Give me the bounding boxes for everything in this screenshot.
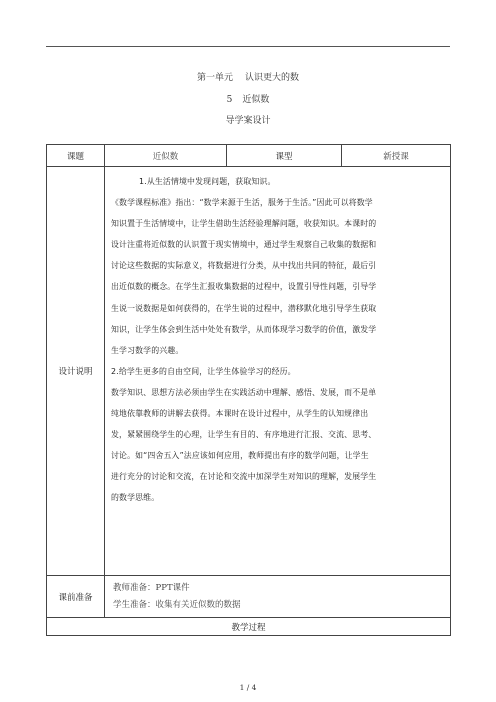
lesson-title: 近似数 bbox=[242, 95, 270, 105]
header-rule bbox=[46, 46, 450, 47]
prep-row bbox=[47, 576, 451, 618]
design-line: 《数学课程标准》指出：“数学来源于生活，服务于生活。”因此可以将数学 bbox=[111, 198, 373, 208]
design-line: 进行充分的讨论和交流，在讨论和交流中加深学生对知识的理解，发展学生 bbox=[111, 472, 377, 482]
student-prep: 学生准备：收集有关近似数的数据 bbox=[113, 599, 241, 610]
design-line: 知识，让学生体会到生活中处处有数学，从而体现学习数学的价值，激发学 bbox=[111, 324, 377, 334]
process-row bbox=[47, 618, 451, 636]
prep-label: 课前准备 bbox=[47, 576, 105, 618]
type-value: 新授课 bbox=[342, 145, 451, 167]
design-line: 数学知识、思想方法必须由学生在实践活动中理解、感悟、发展，而不是单 bbox=[111, 387, 377, 397]
unit-title: 认识更大的数 bbox=[245, 73, 300, 83]
type-label: 课型 bbox=[227, 145, 342, 167]
lesson-number: 5 bbox=[226, 95, 233, 105]
design-line: 的数学思维。 bbox=[111, 493, 160, 503]
design-text bbox=[105, 167, 451, 576]
design-line: 知识置于生活情境中，让学生借助生活经验理解问题，收获知识。本课时的 bbox=[111, 219, 377, 229]
topic-row bbox=[47, 145, 451, 167]
lesson-plan-table bbox=[46, 144, 451, 636]
topic-value: 近似数 bbox=[105, 145, 227, 167]
design-line: 生学习数学的兴趣。 bbox=[111, 345, 184, 355]
process-heading: 教学过程 bbox=[47, 618, 451, 636]
unit-heading bbox=[0, 70, 496, 83]
design-line: 设计注重将近似数的认识置于现实情境中，通过学生观察自己收集的数据和 bbox=[111, 240, 377, 250]
design-line: 讨论。如“四舍五入”法应该如何应用，教师提出有序的数学问题，让学生 bbox=[111, 451, 369, 461]
unit-label: 第一单元 bbox=[196, 73, 233, 83]
design-label: 设计说明 bbox=[47, 167, 105, 576]
design-line: 2.给学生更多的自由空间，让学生体验学习的经历。 bbox=[111, 366, 296, 376]
design-line: 发，紧紧围绕学生的心理，让学生有目的、有序地进行汇报、交流、思考、 bbox=[111, 430, 377, 440]
page-number: 1 / 4 bbox=[239, 683, 257, 692]
topic-label: 课题 bbox=[47, 145, 105, 167]
design-line: 出近似数的概念。在学生汇报收集数据的过程中，设置引导性问题，引导学 bbox=[111, 282, 377, 292]
prep-content bbox=[105, 576, 451, 618]
design-line: 生说一说数据是如何获得的，在学生说的过程中，潜移默化地引导学生获取 bbox=[111, 303, 377, 313]
design-line: 讨论这些数据的实际意义，将数据进行分类，从中找出共同的特征，最后引 bbox=[111, 261, 377, 271]
teacher-prep: 教师准备：PPT课件 bbox=[113, 582, 190, 593]
design-line: 1.从生活情境中发现问题，获取知识。 bbox=[139, 177, 276, 186]
doc-type: 导学案设计 bbox=[225, 116, 271, 126]
design-line: 纯地依靠教师的讲解去获得。本课时在设计过程中，从学生的认知规律出 bbox=[111, 409, 369, 419]
design-row bbox=[47, 167, 451, 576]
lesson-heading bbox=[0, 92, 496, 105]
